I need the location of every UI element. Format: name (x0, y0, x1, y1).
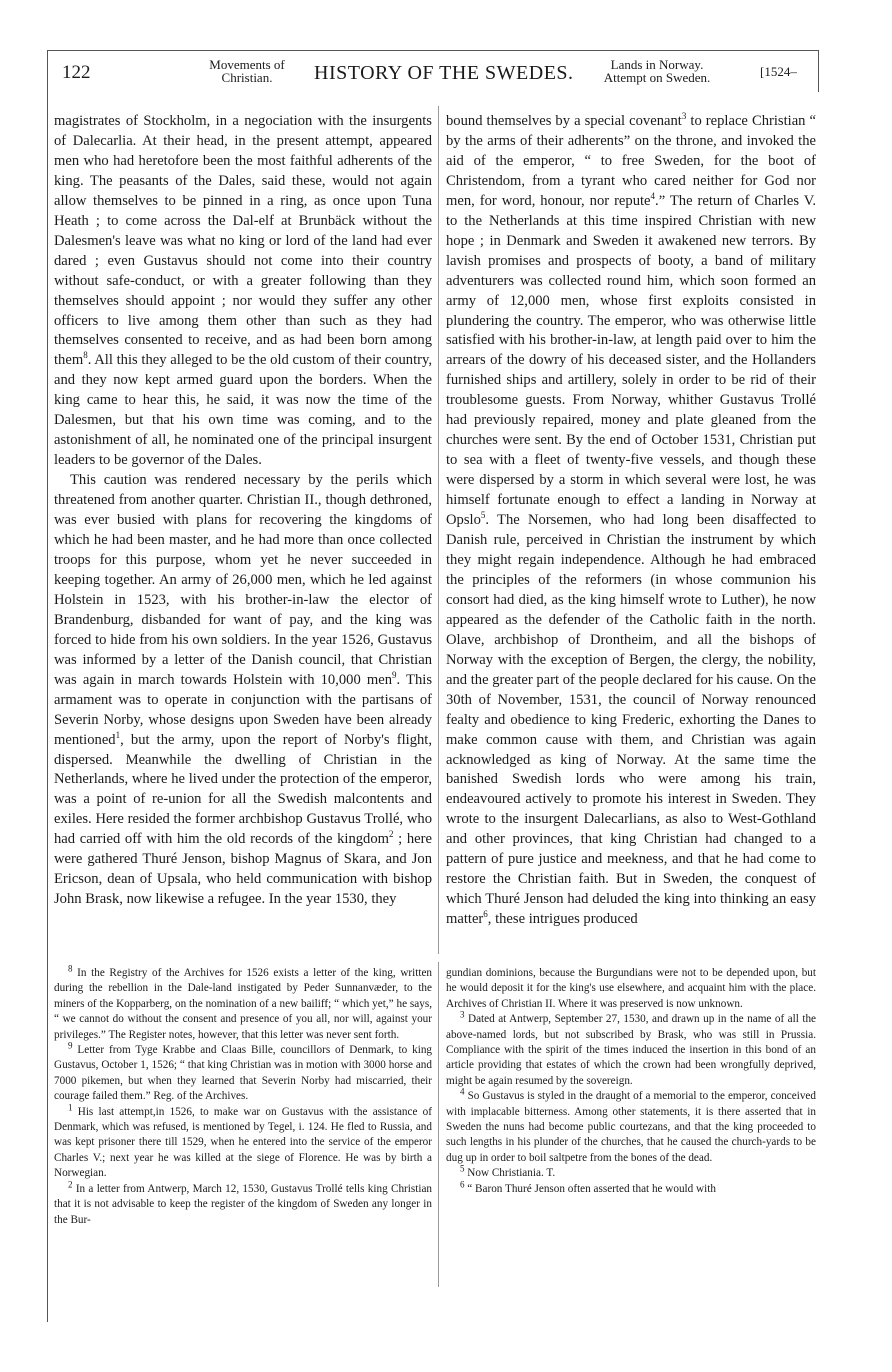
left-text-column (54, 112, 432, 910)
text-run: .” The return of Charles V. to the Netherlands at this time inspired Christian with new hope ; in Denmark and Sweden it awakened new terrors. By lavish promises and prospects of booty, a band of military adventurers was collected round him, which soon formed an army of 12,000 men, whose first exploits consisted in plundering the country. The emperor, who was otherwise little satisfied with his brother-in-law, at length paid over to him the arrears of the dowry of his deceased sister, and the Hollanders furnished ships and artillery, solely in order to be rid of their troublesome guests. From Norway, whither Gustavus Trollé had previously repaired, money and plate gleaned from the churches were sent. By the end of October 1531, Christian put to sea with a fleet of twenty-five vessels, and though these were dispersed by a storm in which several were lost, he was himself fortunate enough to effect a landing in Norway at Opslo (446, 192, 817, 529)
footnote-text: Dated at Antwerp, September 27, 1530, and drawn up in the name of all the above-named lords, but not subscribed by Brask, who was still in Prussia. Compliance with the spirit of the times induced the insertion in this bond of an article providing that estates of which the crown had been wrongfully deprived, might be again resumed by the sovereign. (446, 1013, 816, 1087)
footnote-text: “ Baron Thuré Jenson often asserted that he would with (467, 1182, 716, 1195)
footnote (54, 963, 433, 1043)
text-run: , these intrigues produced (487, 911, 638, 928)
footnote-text: So Gustavus is styled in the draught of a memorial to the emperor, conceived with implacable bitterness. Among other statements, it is there asserted that in Sweden the nuns had become public courtezans, and that the king proceeded to such lengths in his plunder of the churches, that he caused the church-yards to be dug up in order to boil saltpetre from the bones of the dead. (446, 1090, 816, 1164)
footnote-ref: 1 (115, 729, 121, 740)
footnote-mark: 9 (68, 1040, 73, 1051)
footnote-ref: 3 (681, 111, 687, 122)
footnote (54, 1040, 433, 1105)
footnote-ref: 9 (392, 669, 397, 680)
footnote-ref: 6 (483, 909, 488, 920)
footnote-ref: 8 (83, 350, 88, 361)
right-margin-rule (818, 50, 819, 92)
top-rule (47, 50, 819, 51)
text-run: magistrates of Stockholm, in a negociation with the insurgents of Dalecarlia. At their head, in the present attempt, appeared men who had heretofore been the most faithful adherents of the king. The peasants of the Dales, said these, would not again allow themselves to be pinned in a ring, as once upon Tuna Heath ; to come across the Dal-elf at Brunbäck without the Dalesmen's leave was what no king or lord of the land had ever dared ; even Gustavus should not come into their country without safe-conduct, or with a greater following than they themselves should appoint ; nor would they suffer any other officers to live among them other than such as they had themselves consented to receive, and as had been born among them (54, 113, 432, 369)
footnote-text: In a letter from Antwerp, March 12, 1530, Gustavus Trollé tells king Christian that it is not advisable to keep the register of the kingdom of Sweden any longer in the Bur- (54, 1182, 433, 1226)
footnote-text: gundian dominions, because the Burgundians were not to be depended upon, but he would deposit it for the king's use elsewhere, and acquaint him with the place. Archives of Christian II. Where it was preserved is now unknown. (446, 967, 816, 1010)
right-note-line1: Lands in Norway. (610, 57, 704, 72)
footnote (54, 1178, 433, 1228)
text-run: , but the army, upon the report of Norby's flight, dispersed. Meanwhile the dwelling of Christian in the Netherlands, where he lived under the protection of the emperor, was a point of re-union for all the Swedish malcontents and exiles. Here resided the former archbishop Gustavus Trollé, who had carried off with him the old records of the kingdom (54, 731, 432, 848)
footnote-mark: 5 (460, 1163, 465, 1174)
footnote (446, 1163, 816, 1181)
footnote-mark: 2 (68, 1178, 73, 1189)
footnote-text: His last attempt,in 1526, to make war on Gustavus with the assistance of Denmark, which was refused, is mentioned by Tegel, i. 124. He fled to Russia, and was kept prisoner there till 1529, when he entered into the service of the emperor Charles V.; next year he was killed at the siege of Florence. He was by birth a Norwegian. (54, 1105, 432, 1180)
right-text-column (446, 112, 816, 930)
paragraph (446, 112, 816, 930)
text-run: bound themselves by a special covenant (446, 113, 682, 129)
footnote (54, 1101, 432, 1182)
footnote-mark: 3 (460, 1009, 465, 1020)
left-margin-rule (47, 50, 48, 1322)
footnote-ref: 4 (650, 190, 656, 201)
running-header (52, 58, 814, 90)
text-run: . This armament was to operate in conjunction with the partisans of Severin Norby, whose designs upon Sweden have been already mentioned (54, 671, 432, 748)
footnote-mark: 1 (68, 1101, 73, 1112)
text-run: ; here were gathered Thuré Jenson, bishop Magnus of Skara, and Jon Ericson, dean of Upsala, who held communication with bishop John Brask, now likewise a refugee. In the year 1530, they (54, 831, 432, 908)
left-marginal-note (192, 58, 302, 84)
footnote-ref: 5 (480, 510, 486, 521)
text-run: . All this they alleged to be the old custom of their country, and they now kept armed guard upon the borders. When the king came to hear this, he said, it was now the time of the Dalesmen, but that his own time was coming, and to the astonishment of all, he nominated one of the principal insurgent leaders to be governor of the Dales. (54, 352, 432, 469)
page-number: 122 (62, 62, 91, 83)
header-year: [1524– (760, 64, 797, 79)
footnote-text: Letter from Tyge Krabbe and Claas Bille, councillors of Denmark, to king Gustavus, October 1, 1526; “ that king Christian was in motion with 3000 horse and 7000 pikemen, but when they learned that Severin Norby had miscarried, their courage failed them.” Reg. of the Archives. (54, 1044, 433, 1103)
footnote (446, 1086, 816, 1166)
paragraph (54, 471, 432, 910)
right-footnotes (446, 966, 816, 1197)
column-separator (438, 106, 439, 954)
footnote-continuation (446, 966, 816, 1012)
footnote-text: In the Registry of the Archives for 1526 exists a letter of the king, written during the rebellion in the Dale-land instigated by Peder Sunnanvæder, to the miners of the Kopparberg, on the nomination of a new bailiff; “ which yet,” he says, “ we cannot do without the consent and presence of you all, nor will, against your privileges.” The Register notes, however, that this letter was never sent forth. (54, 967, 433, 1041)
footnote-mark: 4 (460, 1086, 465, 1097)
running-title: HISTORY OF THE SWEDES. (314, 62, 574, 84)
footnote-mark: 8 (68, 963, 73, 974)
footnote (446, 1009, 816, 1089)
footnote (446, 1178, 816, 1197)
left-footnotes (54, 963, 433, 1228)
text-run: to replace Christian “ by the arms of their adherents” on the throne, and invoked the aid of the emperor, “ to free Sweden, for the boot of Christendom, from a tyrant who cared neither for God nor men, for word, honour, nor repute (446, 113, 816, 209)
paragraph (54, 112, 432, 471)
text-run: This caution was rendered necessary by the perils which threatened from another quarter. Christian II., though dethroned, was ever busied with plans for recovering the kingdoms of which he had been master, and he had more than once collected troops for this purpose, whom yet he never succeeded in keeping together. An army of 26,000 men, which he led against Holstein in 1523, with his brother-in-law the elector of Brandenburg, disbanded for want of pay, and the king was forced to hide from his own soldiers. In the year 1526, Gustavus was informed by a letter of the Danish council, that Christian was again in march towards Holstein with 10,000 men (54, 472, 432, 688)
left-note-line1: Movements of (209, 57, 285, 72)
text-run: . The Norsemen, who had long been disaffected to Danish rule, perceived in Christian the instrument by which they might regain independence. Although he had embraced the principles of the reformers (in whose communion his consort had died, as the king himself wrote to Luther), he now appeared as the defender of the Catholic faith in the north. Olave, archbishop of Drontheim, and all the bishops of Norway with the exception of Bergen, the clergy, the nobility, and the greater part of the people declared for his cause. On the 30th of November, 1531, the council of Norway renounced fealty and obedience to king Frederic, exhorting the Danes to make common cause with them, and Christian was again acknowledged as king of Norway. At the same time the banished Swedish lords who were among his train, endeavoured actively to promote his interest in Sweden. They wrote to the insurgent Dalecarlians, as also to West-Gothland and other provinces, that king Christian had changed to a pattern of pure justice and meekness, and that he had come to restore the Christian faith. But in Sweden, the conquest of which Thuré Jenson had deluded the king into thinking an easy matter (446, 512, 816, 928)
right-marginal-note (597, 58, 717, 84)
footnote-ref: 2 (388, 829, 394, 840)
right-note-line2: Attempt on Sweden. (603, 70, 711, 85)
footnote-separator (438, 962, 439, 1287)
footnote-mark: 6 (460, 1178, 465, 1189)
footnote-text: Now Christiania. T. (467, 1167, 556, 1180)
left-note-line2: Christian. (221, 70, 273, 85)
